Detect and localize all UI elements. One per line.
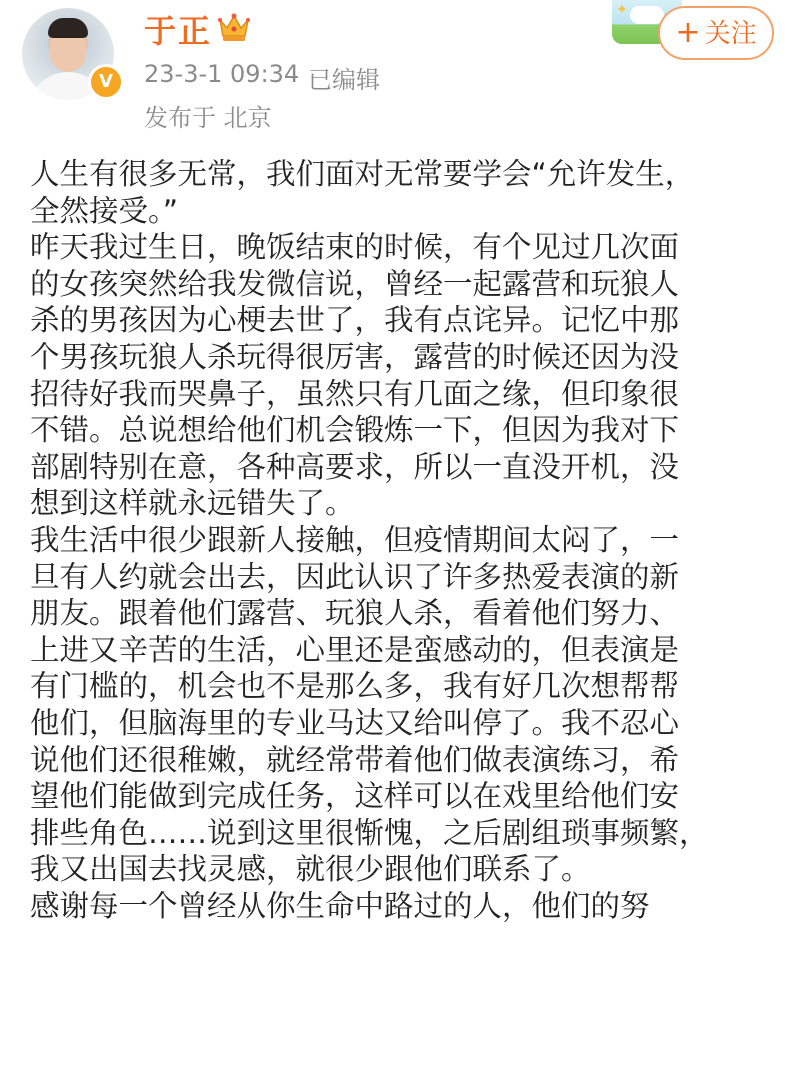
sticker-star-icon: ✦ [616,2,628,18]
post-body-line: 说他们还很稚嫩，就经常带着他们做表演练习，希 [30,742,680,777]
avatar-hair [48,18,88,38]
post-body-line: 他们，但脑海里的专业马达又给叫停了。我不忍心 [30,705,680,740]
post-body-line: 昨天我过生日，晚饭结束的时候，有个见过几次面 [30,230,680,265]
post-body-line: 我生活中很少跟新人接触，但疫情期间太闷了，一 [30,522,680,557]
post-body-line: 想到这样就永远错失了。 [30,486,355,521]
post-body-line: 我又出国去找灵感，就很少跟他们联系了。 [30,852,591,887]
post-body-line: 杀的男孩因为心梗去世了，我有点诧异。记忆中那 [30,303,680,338]
sticker-cloud [630,6,664,24]
post-body-line: 感谢每一个曾经从你生命中路过的人，他们的努 [30,888,650,923]
verified-label: V [99,71,113,92]
post-body-line: 部剧特别在意，各种高要求，所以一直没开机，没 [30,449,680,484]
post-body-line: 望他们能做到完成任务，这样可以在戏里给他们安 [30,779,680,814]
post-body-line: 个男孩玩狼人杀玩得很厉害，露营的时候还因为没 [30,339,680,374]
post-location: 发布于 北京 [144,104,272,132]
post-body-line: 的女孩突然给我发微信说，曾经一起露营和玩狼人 [30,266,680,301]
post-timestamp: 23-3-1 09:34 [144,60,300,88]
post-body-line: 不错。总说想给他们机会锻炼一下，但因为我对下 [30,413,680,448]
post-body-line: 全然接受。” [30,193,179,228]
verified-v-icon [88,64,124,100]
post-body-line: 朋友。跟着他们露营、玩狼人杀，看着他们努力、 [30,596,680,631]
follow-button-label: 关注 [704,19,757,49]
post-header [0,0,800,140]
post-body-line: 上进又辛苦的生活，心里还是蛮感动的，但表演是 [30,632,680,667]
post-body [30,156,782,924]
edited-label[interactable]: 已编辑 [308,66,380,94]
author-name[interactable]: 于正 [144,12,213,50]
post-body-line: 排些角色……说到这里很惭愧，之后剧组琐事频繁， [30,815,709,850]
crown-icon [216,10,252,44]
post-body-line: 人生有很多无常，我们面对无常要学会“允许发生， [30,157,695,191]
post-body-line: 有门槛的，机会也不是那么多，我有好几次想帮帮 [30,669,680,704]
post-body-line: 旦有人约就会出去，因此认识了许多热爱表演的新 [30,559,680,594]
follow-button[interactable] [658,6,774,60]
post-body-line: 招待好我而哭鼻子，虽然只有几面之缘，但印象很 [30,376,680,411]
plus-icon: + [675,15,701,50]
